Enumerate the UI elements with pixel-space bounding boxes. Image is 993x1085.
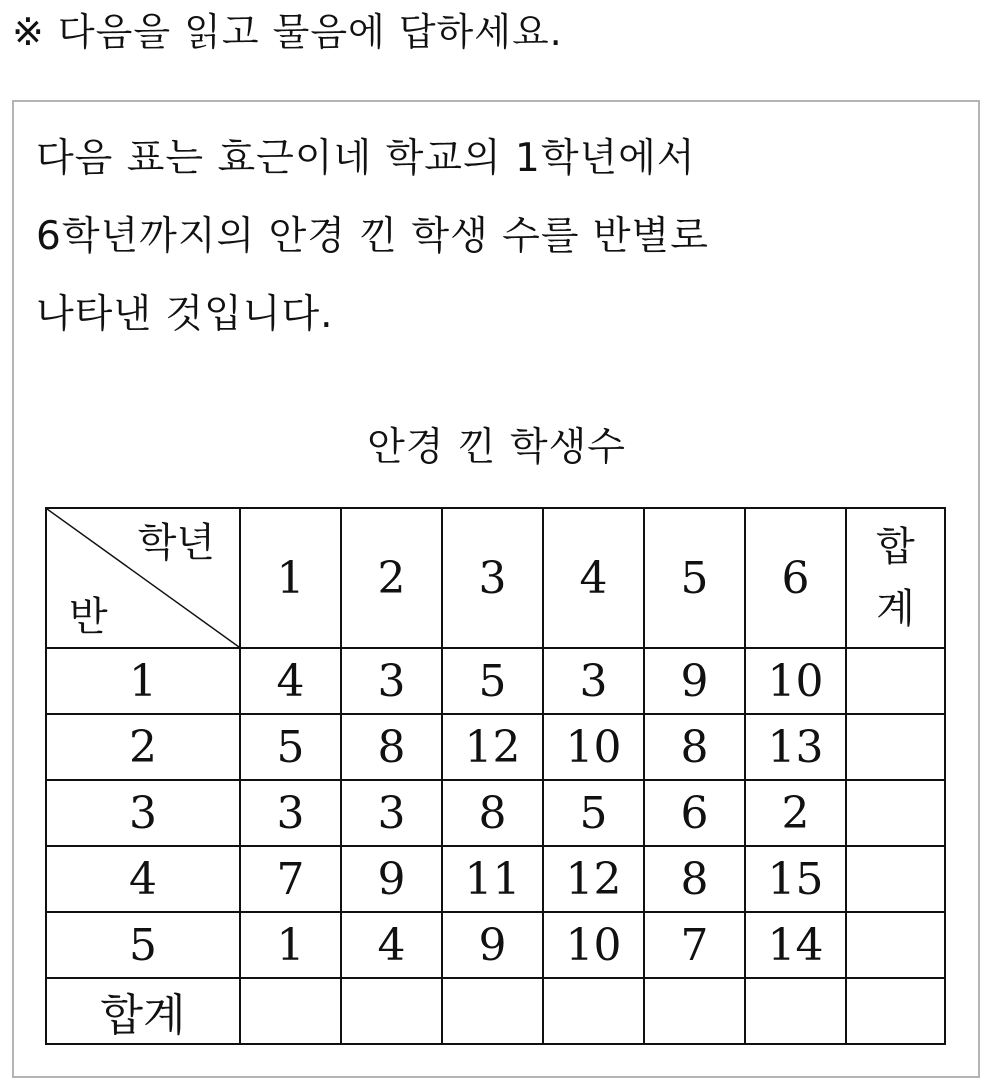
- total-column-header: [846, 508, 945, 648]
- value-cell: 7: [644, 912, 745, 978]
- value-cell: 10: [543, 912, 644, 978]
- value-cell: 5: [442, 648, 543, 714]
- value-cell: 5: [543, 780, 644, 846]
- column-total-cell: [341, 978, 442, 1044]
- table-row: [46, 648, 945, 714]
- class-axis-label: 반: [69, 594, 108, 640]
- table-row: [46, 912, 945, 978]
- value-cell: 13: [745, 714, 846, 780]
- total-header-char-2: 계: [876, 586, 915, 632]
- table-row: [46, 714, 945, 780]
- row-total-cell: [846, 714, 945, 780]
- grade-header-6: 6: [745, 508, 846, 648]
- class-label-cell: 1: [46, 648, 240, 714]
- grade-header-2: 2: [341, 508, 442, 648]
- row-total-cell: [846, 780, 945, 846]
- grade-header-4: 4: [543, 508, 644, 648]
- total-row: [46, 978, 945, 1044]
- total-row-label: 합계: [46, 978, 240, 1044]
- value-cell: 9: [341, 846, 442, 912]
- value-cell: 1: [240, 912, 341, 978]
- value-cell: 12: [543, 846, 644, 912]
- column-total-cell: [240, 978, 341, 1044]
- row-total-cell: [846, 846, 945, 912]
- value-cell: 9: [644, 648, 745, 714]
- column-total-cell: [442, 978, 543, 1044]
- value-cell: 3: [341, 780, 442, 846]
- value-cell: 5: [240, 714, 341, 780]
- value-cell: 8: [341, 714, 442, 780]
- grade-axis-label: 학년: [137, 520, 215, 566]
- table-row: [46, 846, 945, 912]
- value-cell: 2: [745, 780, 846, 846]
- value-cell: 14: [745, 912, 846, 978]
- passage-line-2: 6학년까지의 안경 낀 학생 수를 반별로: [36, 214, 709, 259]
- passage: [36, 128, 709, 362]
- column-total-cell: [745, 978, 846, 1044]
- column-total-cell: [644, 978, 745, 1044]
- glasses-student-table: [45, 507, 946, 1045]
- table-title: 안경 낀 학생수: [367, 425, 626, 470]
- value-cell: 11: [442, 846, 543, 912]
- value-cell: 10: [745, 648, 846, 714]
- passage-line-1: 다음 표는 효근이네 학교의 1학년에서: [36, 136, 696, 181]
- grand-total-cell: [846, 978, 945, 1044]
- table-row: [46, 780, 945, 846]
- row-total-cell: [846, 912, 945, 978]
- class-label-cell: 5: [46, 912, 240, 978]
- value-cell: 3: [341, 648, 442, 714]
- value-cell: 4: [240, 648, 341, 714]
- value-cell: 6: [644, 780, 745, 846]
- value-cell: 10: [543, 714, 644, 780]
- instruction-text: ※ 다음을 읽고 물음에 답하세요.: [12, 10, 563, 54]
- passage-line-3: 나타낸 것입니다.: [36, 292, 334, 337]
- grade-header-5: 5: [644, 508, 745, 648]
- value-cell: 15: [745, 846, 846, 912]
- class-label-cell: 2: [46, 714, 240, 780]
- header-row: [46, 508, 945, 648]
- value-cell: 3: [543, 648, 644, 714]
- value-cell: 3: [240, 780, 341, 846]
- corner-header-cell: [46, 508, 240, 648]
- value-cell: 8: [644, 714, 745, 780]
- class-label-cell: 4: [46, 846, 240, 912]
- value-cell: 9: [442, 912, 543, 978]
- total-header-char-1: 합: [876, 524, 915, 570]
- value-cell: 7: [240, 846, 341, 912]
- value-cell: 12: [442, 714, 543, 780]
- value-cell: 8: [442, 780, 543, 846]
- column-total-cell: [543, 978, 644, 1044]
- row-total-cell: [846, 648, 945, 714]
- value-cell: 4: [341, 912, 442, 978]
- grade-header-3: 3: [442, 508, 543, 648]
- class-label-cell: 3: [46, 780, 240, 846]
- value-cell: 8: [644, 846, 745, 912]
- grade-header-1: 1: [240, 508, 341, 648]
